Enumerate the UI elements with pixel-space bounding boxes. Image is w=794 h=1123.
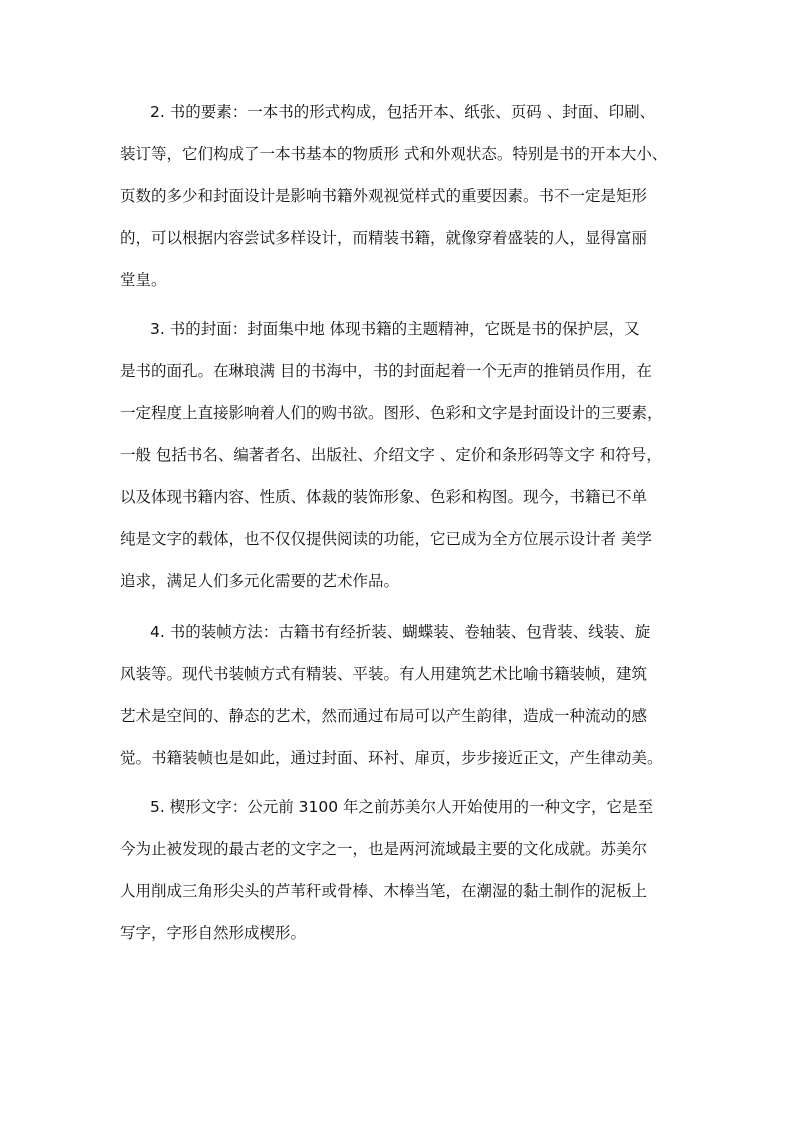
paragraph-line: 一般 包括书名、编著者名、出版社、介绍文字 、定价和条形码等文字 和符号，	[120, 446, 662, 464]
paragraph-line: 风装等。现代书装帧方式有精装、平装。有人用建筑艺术比喻书籍装帧，建筑	[120, 665, 648, 683]
paragraph-line: 堂皇。	[120, 271, 167, 289]
paragraph-line: 今为止被发现的最古老的文字之一，也是两河流域最主要的文化成就。苏美尔	[120, 840, 648, 858]
paragraph-line: 5. 楔形文字：公元前 3100 年之前苏美尔人开始使用的一种文字，它是至	[150, 798, 654, 816]
paragraph-line: 页数的多少和封面设计是影响书籍外观视觉样式的重要因素。书不一定是矩形	[120, 187, 648, 205]
paragraph-line: 写字，字形自然形成楔形。	[120, 924, 307, 942]
paragraph-line: 3. 书的封面：封面集中地 体现书籍的主题精神，它既是书的保护层，又	[150, 320, 640, 338]
paragraph-line: 的，可以根据内容尝试多样设计，而精装书籍，就像穿着盛装的人，显得富丽	[120, 229, 648, 247]
paragraph-line: 以及体现书籍内容、性质、体裁的装饰形象、色彩和构图。现今，书籍已不单	[120, 488, 648, 506]
paragraph-line: 艺术是空间的、静态的艺术，然而通过布局可以产生韵律，造成一种流动的感	[120, 707, 648, 725]
paragraph-line: 纯是文字的载体，也不仅仅提供阅读的功能，它已成为全方位展示设计者 美学	[120, 530, 652, 548]
paragraph-line: 是书的面孔。在琳琅满 目的书海中，书的封面起着一个无声的推销员作用，在	[120, 362, 652, 380]
paragraph-line: 2. 书的要素：一本书的形式构成，包括开本、纸张、页码 、封面、印刷、	[150, 103, 656, 121]
paragraph-line: 4. 书的装帧方法：古籍书有经折装、蝴蝶装、卷轴装、包背装、线装、旋	[150, 623, 651, 641]
paragraph-line: 人用削成三角形尖头的芦苇秆或骨棒、木棒当笔，在潮湿的黏土制作的泥板上	[120, 882, 648, 900]
paragraph-line: 觉。书籍装帧也是如此，通过封面、环衬、扉页，步步接近正文，产生律动美。	[120, 749, 663, 767]
paragraph-line: 装订等，它们构成了一本书基本的物质形 式和外观状态。特别是书的开本大小、	[120, 145, 668, 163]
paragraph-line: 一定程度上直接影响着人们的购书欲。图形、色彩和文字是封面设计的三要素，	[120, 404, 663, 422]
paragraph-line: 追求，满足人们多元化需要的艺术作品。	[120, 572, 400, 590]
